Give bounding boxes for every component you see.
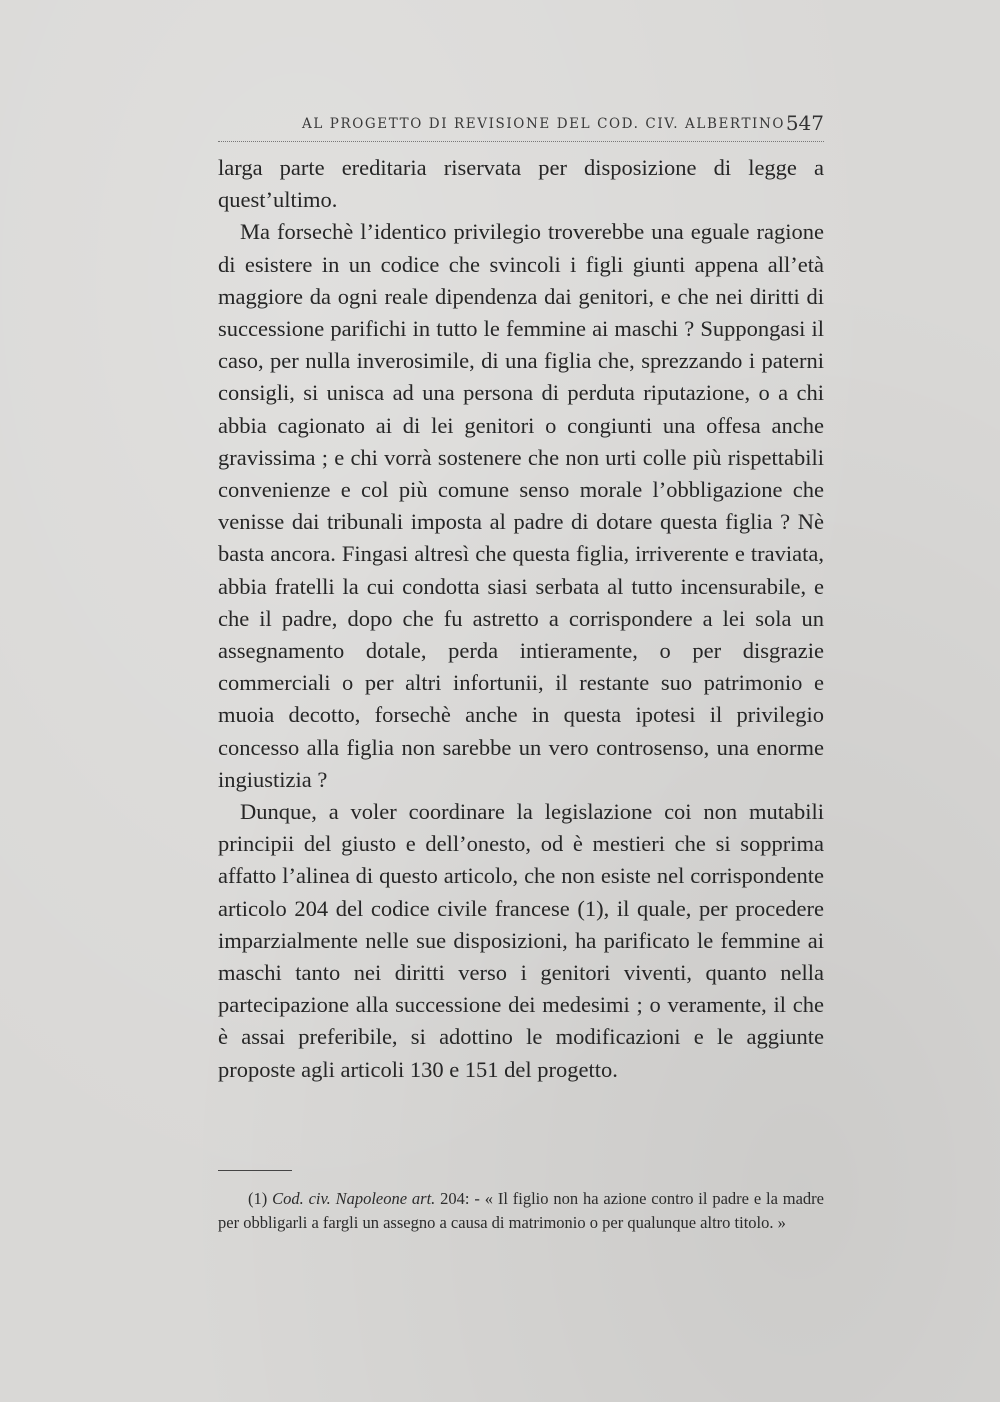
page-number: 547 — [785, 111, 824, 135]
header-dotted-rule — [218, 141, 824, 142]
running-header — [218, 108, 824, 140]
footnote — [218, 1187, 824, 1234]
paragraph-conclusione: Dunque, a voler coordinare la legislazione coi non mutabili principii del giusto e dell’onesto, od è mestieri che si sopprima affatto l’alinea di questo articolo, che non esiste nel corrispondente articolo 204 del codice civile francese (1), il quale, per procedere imparzialmente nelle sue disposizioni, ha parificato le femmine ai maschi tanto nei diritti verso i genitori viventi, quanto nella partecipazione alla successione dei medesimi ; o veramente, il che è assai preferibile, si adottino le modificazioni e le aggiunte proposte agli articoli 130 e 151 del progetto. — [218, 799, 824, 1082]
footnote-source: Cod. civ. Napoleone art. — [272, 1189, 436, 1208]
main-text — [218, 152, 824, 1086]
running-title: AL PROGETTO DI REVISIONE DEL COD. CIV. ALBERTINO — [302, 116, 786, 132]
footnote-marker: (1) — [248, 1189, 268, 1208]
footnote-separator — [218, 1170, 292, 1171]
footnote-text: 204: - « Il figlio non ha azione contro il padre e la madre per obbligarli a fargli un assegno a causa di matrimonio o per qualunque altro titolo. » — [218, 1189, 825, 1232]
paragraph-continuation: larga parte ereditaria riservata per disposizione di legge a quest’ultimo. — [218, 155, 824, 213]
paragraph-privilegio: Ma forsechè l’identico privilegio troverebbe una eguale ragione di esistere in un codice che svincoli i figli giunti appena all’età maggiore da ogni reale dipendenza dai genitori, e che nei diritti di successione parifichi in tutto le femmine ai maschi ? Suppongasi il caso, per nulla inverosimile, di una figlia che, sprezzando i paterni consigli, si unisca ad una persona di perduta riputazione, o a chi abbia cagionato ai di lei genitori o congiunti una offesa anche gravissima ; e chi vorrà sostenere che non urti colle più rispettabili convenienze e col più comune senso morale l’obbligazione che venisse dai tribunali imposta al padre di dotare questa figlia ? Nè basta ancora. Fingasi altresì che questa figlia, irriverente e traviata, abbia fratelli la cui condotta siasi serbata al tutto incensurabile, e che il padre, dopo che fu astretto a corrispondere a lei sola un assegnamento dotale, perda intieramente, o per disgrazie commerciali o per altri infortunii, il restante suo patrimonio e muoia decotto, forsechè anche in questa ipotesi il privilegio concesso alla figlia non sarebbe un vero controsenso, una enorme ingiustizia ? — [218, 219, 824, 792]
